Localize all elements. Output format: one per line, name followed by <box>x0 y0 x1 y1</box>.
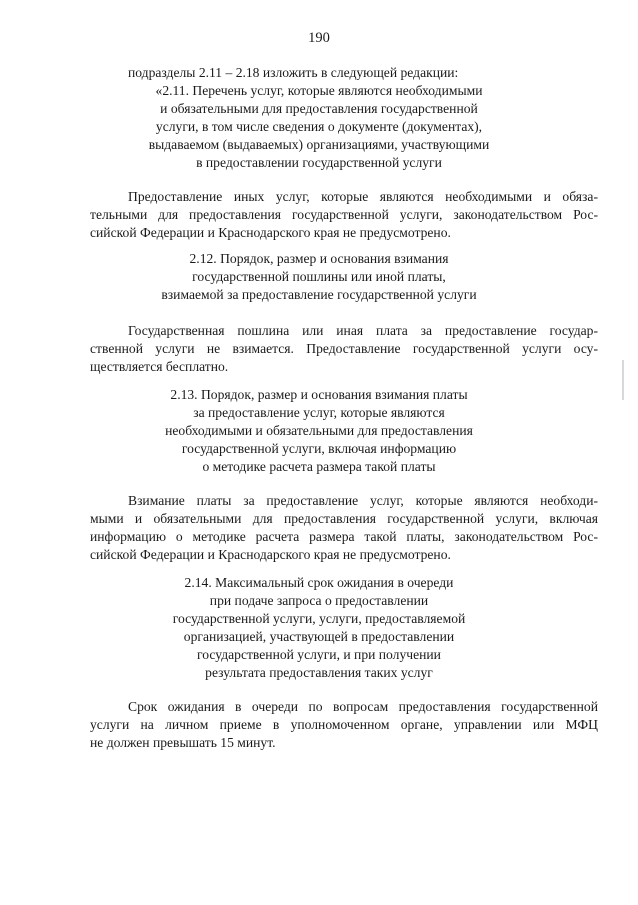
section-2-14-heading-line: результата предоставления таких услуг <box>205 665 433 680</box>
section-2-11-heading-line: «2.11. Перечень услуг, которые являются необходимыми <box>155 83 483 98</box>
section-2-13-heading-line: 2.13. Порядок, размер и основания взимания платы <box>170 387 468 402</box>
section-2-11-body-line: сийской Федерации и Краснодарского края не предусмотрено. <box>90 225 451 240</box>
section-2-14-heading-line: при подаче запроса о предоставлении <box>209 593 429 608</box>
section-2-14-body-line: услуги на личном приеме в уполномоченном органе, управлении или МФЦ <box>90 717 598 732</box>
section-2-14-body-line: не должен превышать 15 минут. <box>90 735 276 750</box>
section-2-13-body-line: мыми и обязательными для предоставления государственной услуги, включая <box>90 511 598 526</box>
section-2-12-heading-line: взимаемой за предоставление государственной услуги <box>161 287 477 302</box>
section-2-13-body-line: сийской Федерации и Краснодарского края не предусмотрено. <box>90 547 451 562</box>
scan-margin-mark <box>622 360 624 400</box>
section-2-11-body-line: тельными для предоставления государственной услуги, законодательством Рос- <box>90 207 598 222</box>
section-2-11-heading-line: услуги, в том числе сведения о документе (документах), <box>155 119 483 134</box>
section-2-11-heading-line: в предоставлении государственной услуги <box>196 155 442 170</box>
section-2-13-heading-line: необходимыми и обязательными для предоставления <box>165 423 473 438</box>
section-2-12-body-line: Государственная пошлина или иная плата за предоставление государ- <box>128 323 598 338</box>
section-2-13-body-line: информацию о методике расчета размера такой платы, законодательством Рос- <box>90 529 598 544</box>
section-2-14-heading-line: 2.14. Максимальный срок ожидания в очереди <box>184 575 454 590</box>
section-2-12-heading-line: государственной пошлины или иной платы, <box>192 269 446 284</box>
section-2-14-heading-line: государственной услуги, и при получении <box>197 647 441 662</box>
section-2-14-body-line: Срок ожидания в очереди по вопросам предоставления государственной <box>128 699 598 714</box>
section-2-11-body-line: Предоставление иных услуг, которые являются необходимыми и обяза- <box>128 189 598 204</box>
section-2-14-heading-line: организацией, участвующей в предоставлении <box>183 629 455 644</box>
section-2-13-heading-line: о методике расчета размера такой платы <box>202 459 436 474</box>
section-2-11-heading-line: выдаваемом (выдаваемых) организациями, участвующими <box>148 137 490 152</box>
section-2-12-body-line: ственной услуги не взимается. Предоставление государственной услуги осу- <box>90 341 598 356</box>
section-2-12-body-line: ществляется бесплатно. <box>90 359 229 374</box>
section-2-12-heading-line: 2.12. Порядок, размер и основания взимания <box>189 251 449 266</box>
section-2-11-heading-line: и обязательными для предоставления государственной <box>160 101 478 116</box>
intro-text: подразделы 2.11 – 2.18 изложить в следующей редакции: <box>128 65 459 80</box>
section-2-13-heading-line: за предоставление услуг, которые являются <box>193 405 445 420</box>
section-2-13-body-line: Взимание платы за предоставление услуг, которые являются необходи- <box>128 493 598 508</box>
page-number: 190 <box>308 30 330 46</box>
section-2-14-heading-line: государственной услуги, услуги, предоставляемой <box>172 611 466 626</box>
section-2-13-heading-line: государственной услуги, включая информацию <box>181 441 457 456</box>
